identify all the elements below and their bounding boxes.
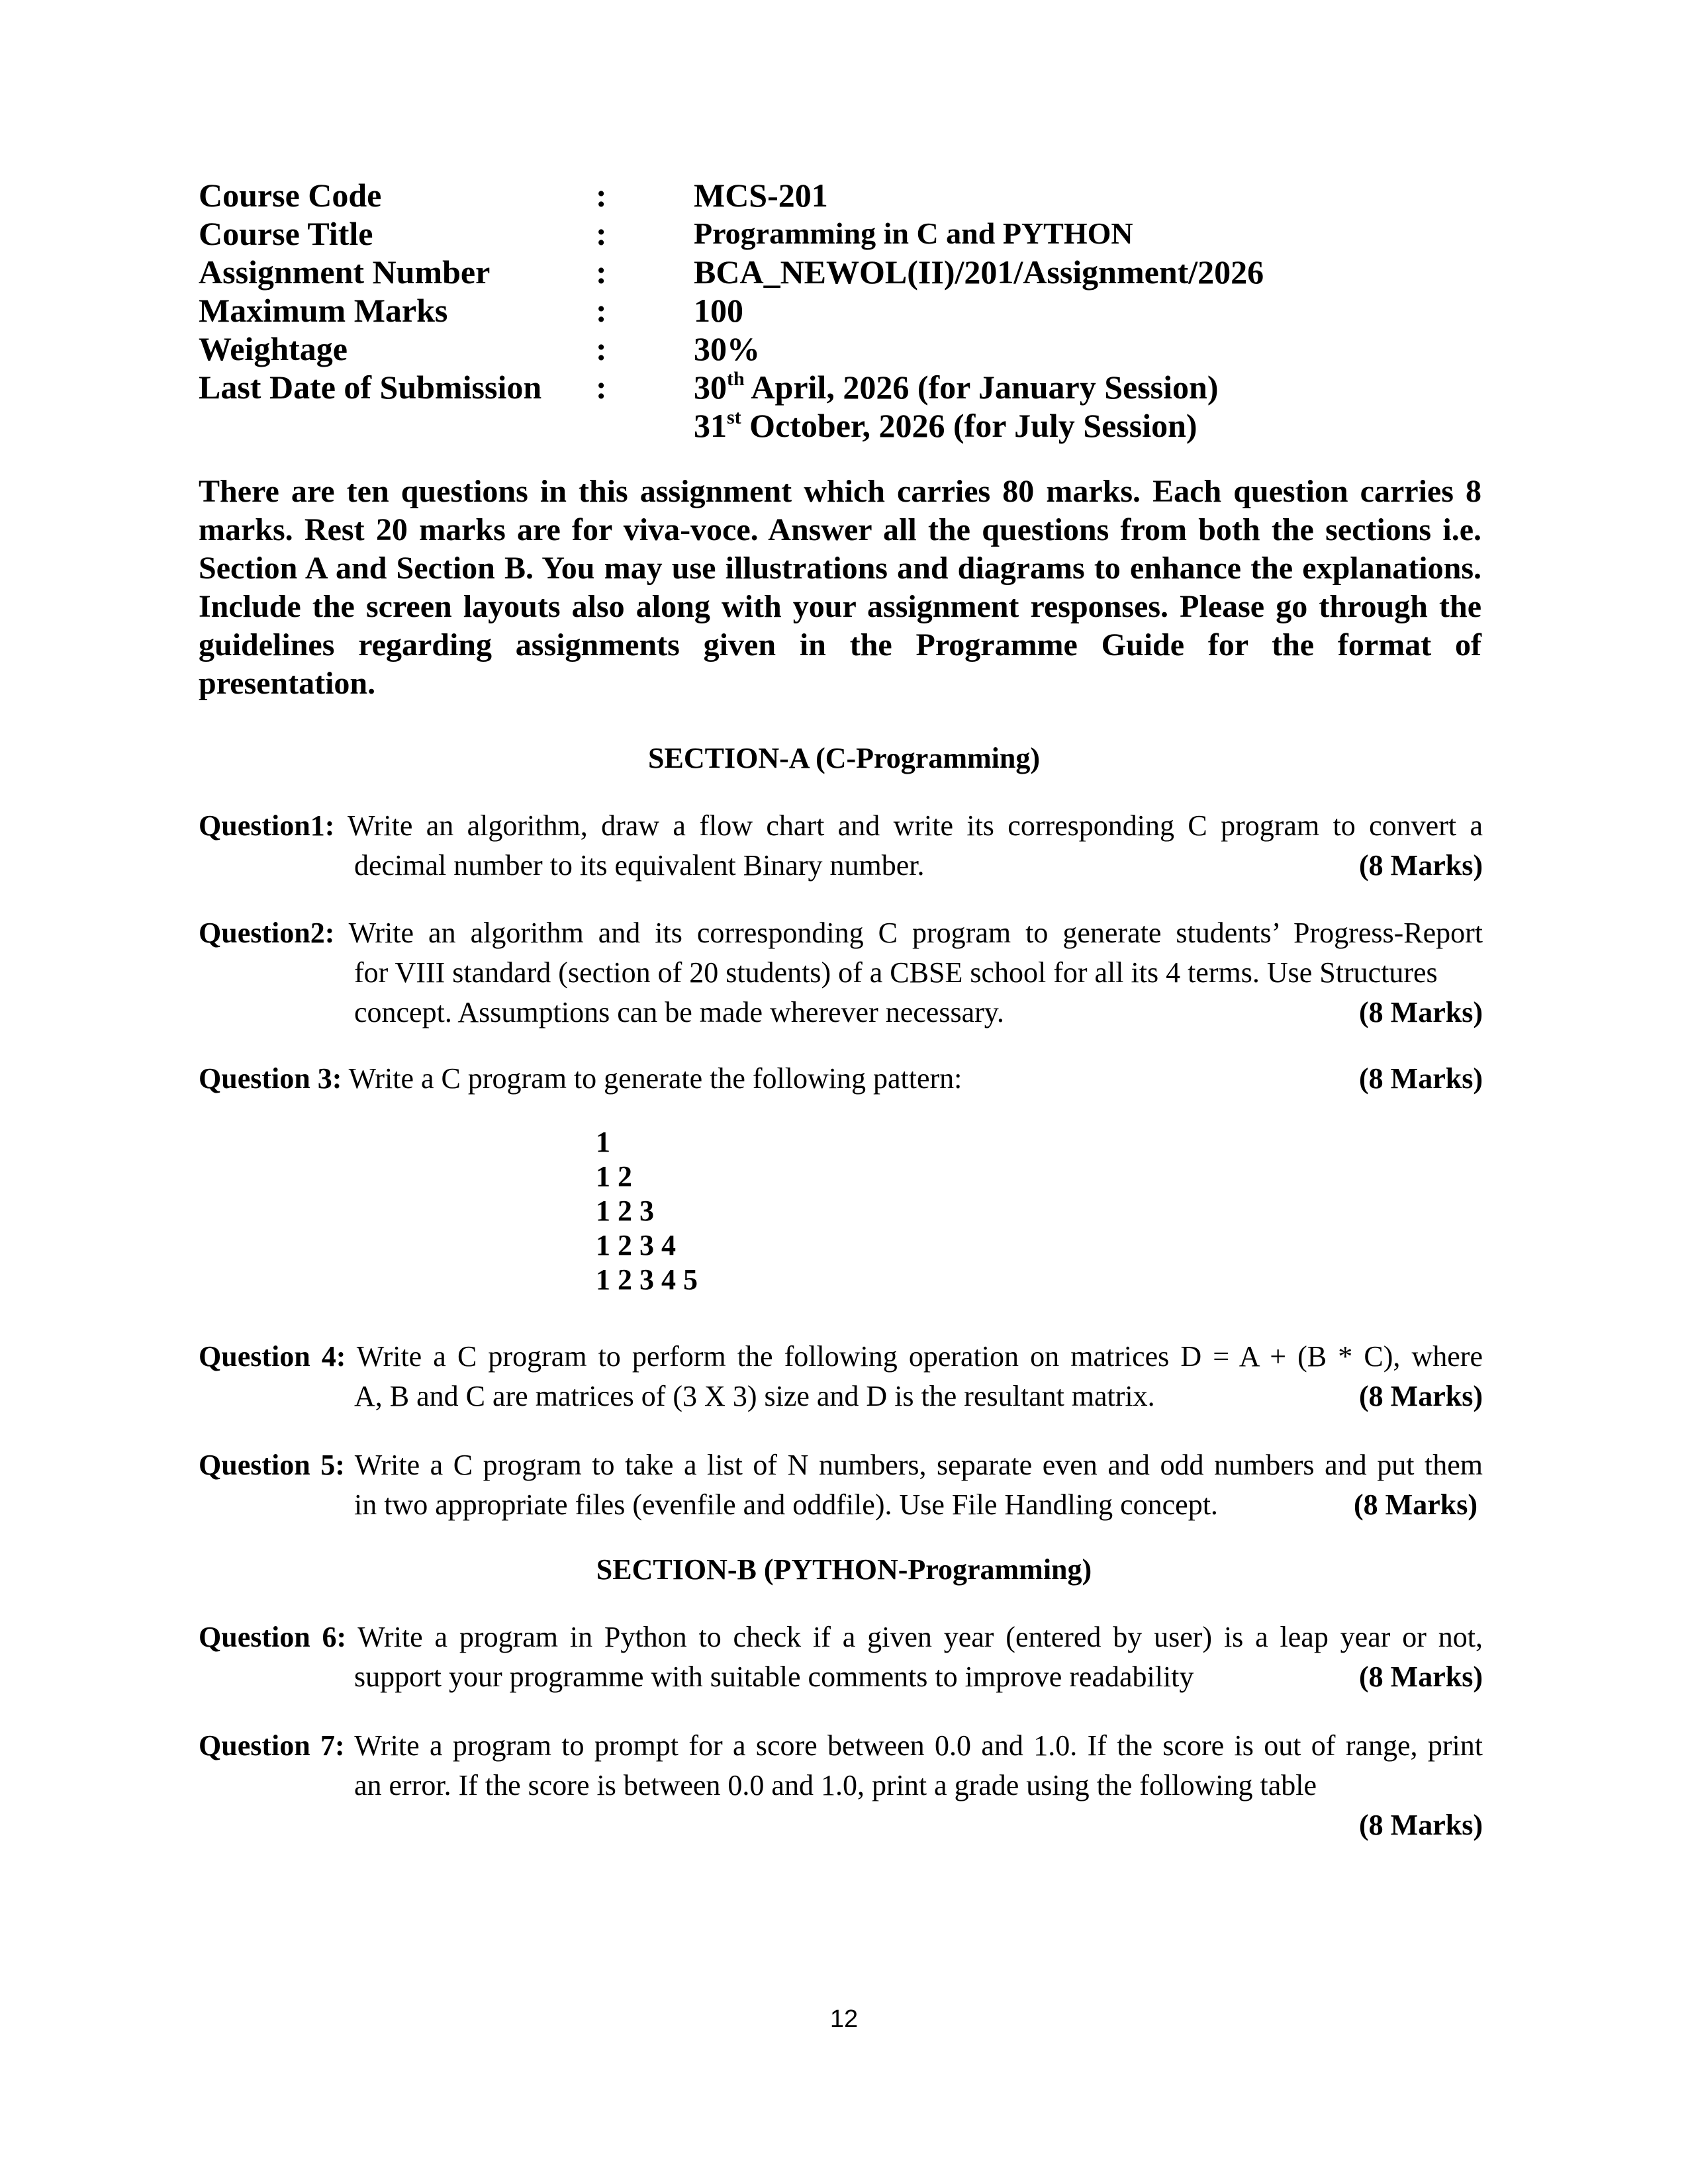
question-text: decimal number to its equivalent Binary number.: [354, 849, 925, 882]
question-line: [199, 1766, 1483, 1805]
question-5: [199, 1445, 1483, 1525]
question-label: Question2:: [199, 917, 335, 949]
question-marks: (8 Marks): [1359, 849, 1483, 882]
question-text: Write a C program to take a list of N numbers, separate even and odd numbers and put them: [354, 1449, 1483, 1481]
pattern-row: 1 2 3 4: [596, 1229, 676, 1261]
question-text: Write a program to prompt for a score between 0.0 and 1.0. If the score is out of range, print: [354, 1729, 1483, 1762]
section-a-title: SECTION-A (C-Programming): [648, 742, 1040, 774]
question-label: Question 4:: [199, 1340, 346, 1373]
header-label: Maximum Marks: [199, 292, 448, 329]
deadline-january: 30th April, 2026 (for January Session): [694, 368, 1219, 406]
question-marks: (8 Marks): [1359, 996, 1483, 1028]
header-label: Weightage: [199, 330, 348, 367]
question-text: Write a C program to perform the following operation on matrices D = A + (B * C), where: [356, 1340, 1483, 1373]
question-text: for VIII standard (section of 20 students) of a CBSE school for all its 4 terms. Use Structures: [354, 956, 1438, 989]
question-text: in two appropriate files (evenfile and oddfile). Use File Handling concept.: [354, 1488, 1218, 1521]
question-line: [199, 1445, 1483, 1485]
question-line: [199, 953, 1483, 993]
question-label: Question1:: [199, 809, 335, 842]
header-label: Last Date of Submission: [199, 369, 542, 406]
question-line: [199, 846, 1483, 886]
number-pattern: [596, 1125, 698, 1297]
header-colon: :: [596, 369, 607, 406]
header-colon: :: [596, 215, 607, 252]
question-text: Write an algorithm, draw a flow chart and write its corresponding C program to convert a: [347, 809, 1483, 842]
pattern-row: 1 2: [596, 1160, 632, 1193]
question-text: A, B and C are matrices of (3 X 3) size and D is the resultant matrix.: [354, 1380, 1155, 1412]
question-marks: (8 Marks): [1359, 1380, 1483, 1412]
question-label: Question 3:: [199, 1062, 342, 1095]
question-label: Question 7:: [199, 1729, 345, 1762]
question-line: [199, 993, 1483, 1032]
question-text: Write an algorithm and its corresponding C program to generate students’ Progress-Report: [348, 917, 1483, 949]
section-b-title: SECTION-B (PYTHON-Programming): [596, 1553, 1092, 1586]
question-line: [199, 1485, 1483, 1525]
question-marks: (8 Marks): [1359, 1661, 1483, 1693]
question-label: Question 5:: [199, 1449, 345, 1481]
header-colon: :: [596, 330, 607, 367]
question-marks: (8 Marks): [1354, 1488, 1477, 1521]
header-value: Programming in C and PYTHON: [694, 216, 1133, 250]
question-line: [199, 1377, 1483, 1416]
header-colon: :: [596, 253, 607, 291]
question-text: support your programme with suitable comments to improve readability: [354, 1661, 1194, 1693]
header-label: Course Code: [199, 177, 382, 214]
header-value: 100: [694, 292, 743, 329]
question-text: an error. If the score is between 0.0 and 1.0, print a grade using the following table: [354, 1769, 1317, 1801]
pattern-row: 1 2 3: [596, 1195, 654, 1227]
question-7: [199, 1726, 1483, 1845]
question-text: Write a C program to generate the following pattern:: [348, 1062, 962, 1095]
header-colon: :: [596, 177, 607, 214]
page-number: 12: [829, 2005, 859, 2033]
question-line: [199, 1617, 1483, 1657]
question-line: [199, 1805, 1483, 1845]
header-value: BCA_NEWOL(II)/201/Assignment/2026: [694, 253, 1264, 291]
question-marks: (8 Marks): [1359, 1062, 1483, 1095]
question-6: [199, 1617, 1483, 1697]
header-label: Assignment Number: [199, 253, 491, 291]
header-value: 30%: [694, 330, 760, 367]
header-value: MCS-201: [694, 177, 828, 214]
question-1: [199, 806, 1483, 886]
question-line: [199, 1726, 1483, 1766]
question-text: concept. Assumptions can be made wherever necessary.: [354, 996, 1004, 1028]
question-line: [199, 806, 1483, 846]
question-text: Write a program in Python to check if a given year (entered by user) is a leap year or not,: [357, 1621, 1483, 1653]
question-label: Question 6:: [199, 1621, 347, 1653]
question-2: [199, 913, 1483, 1032]
question-4: [199, 1337, 1483, 1416]
pattern-row: 1 2 3 4 5: [596, 1263, 698, 1296]
question-line: [199, 1059, 1483, 1099]
header-label: Course Title: [199, 215, 373, 252]
question-line: [199, 1657, 1483, 1697]
pattern-row: 1: [596, 1126, 610, 1158]
header-colon: :: [596, 292, 607, 329]
question-3: [199, 1059, 1483, 1099]
deadline-july: 31st October, 2026 (for July Session): [694, 406, 1197, 444]
question-marks: (8 Marks): [1359, 1809, 1483, 1841]
instructions-paragraph: There are ten questions in this assignment which carries 80 marks. Each question carries 8 marks. Rest 20 marks are for viva-voce. Answer all the questions from both the sections i.e. Section A and Section B. You may use illustrations and diagrams to enhance the explanations. Include the screen layouts also along with your assignment responses. Please go through the guidelines regarding assignments given in the Programme Guide for the format of presentation.: [199, 474, 1481, 701]
question-line: [199, 1337, 1483, 1377]
question-line: [199, 913, 1483, 953]
